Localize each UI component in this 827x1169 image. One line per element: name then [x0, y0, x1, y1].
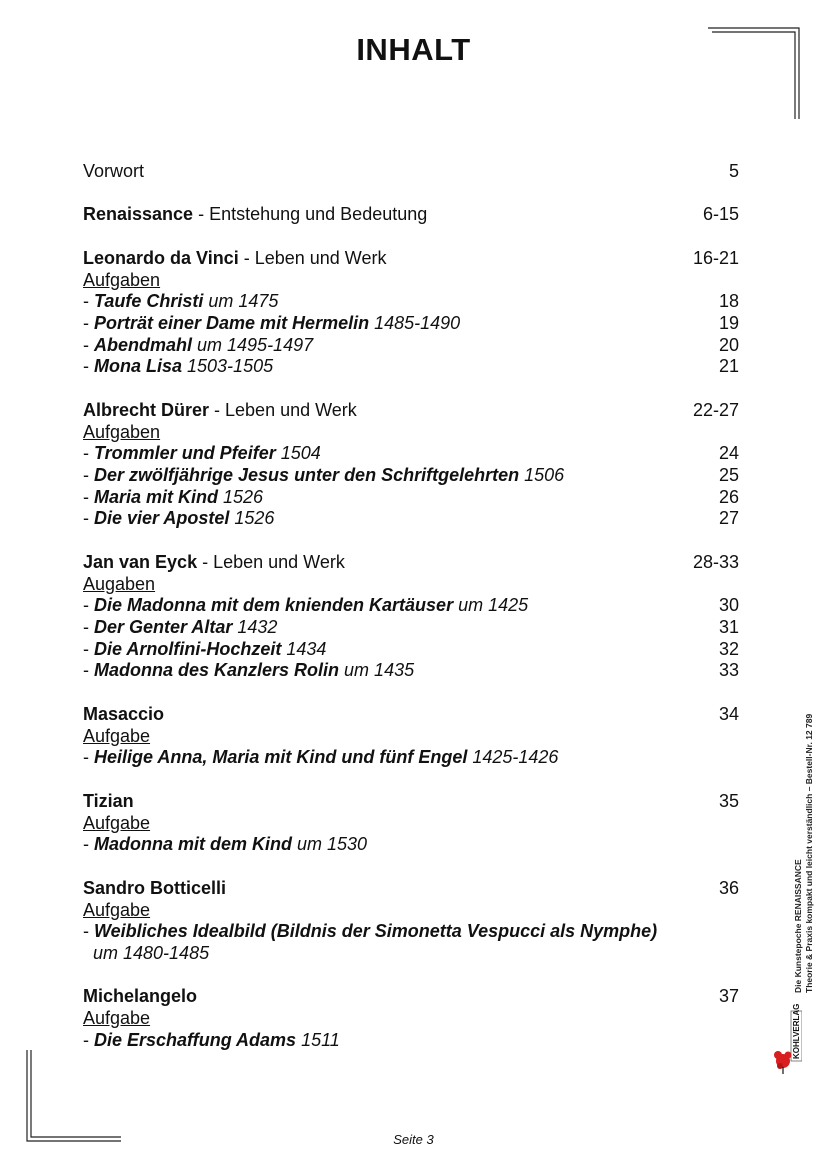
toc-entry: [83, 334, 739, 356]
toc-entry-part: Madonna des Kanzlers Rolin: [94, 660, 340, 680]
toc-entry-title: [83, 442, 321, 464]
toc-entry-page: 30: [718, 595, 739, 615]
toc-entry: [83, 638, 739, 660]
toc-entry-page: 26: [718, 487, 739, 507]
toc-entry-part: -: [83, 465, 94, 485]
toc-entry-page: 31: [718, 617, 739, 637]
toc-entry-part: 1425-1426: [467, 747, 559, 767]
toc-entry-part: um 1425: [453, 595, 529, 615]
toc-entry-part: 1511: [296, 1030, 340, 1050]
page-number-footer: Seite 3: [393, 1132, 434, 1147]
toc-entry-title: [83, 703, 164, 725]
toc-entry: [83, 312, 739, 334]
toc-entry-part: Weibliches Idealbild (Bildnis der Simonetta Vespucci als Nymphe): [94, 921, 658, 941]
toc-entry-page: 28-33: [692, 552, 739, 572]
toc-entry: [83, 399, 739, 421]
toc-entry-part: 1432: [232, 617, 278, 637]
toc-entry-title: [83, 659, 414, 681]
toc-entry-part: Maria mit Kind: [94, 487, 219, 507]
toc-entry-part: Die Madonna mit dem knienden Kartäuser: [94, 595, 454, 615]
toc-entry: [83, 812, 739, 834]
toc-entry-title: [83, 833, 367, 855]
toc-entry: [83, 594, 739, 616]
toc-entry-part: um 1435: [339, 660, 415, 680]
toc-entry: [83, 160, 739, 182]
toc-entry-part: Michelangelo: [83, 986, 198, 1006]
toc-entry: [83, 1007, 739, 1029]
toc-entry-page: 20: [718, 335, 739, 355]
toc-entry: [83, 942, 739, 964]
toc-entry-part: Mona Lisa: [94, 356, 183, 376]
toc-entry: [83, 899, 739, 921]
toc-entry: [83, 877, 739, 899]
toc-entry-part: Taufe Christi: [94, 291, 204, 311]
toc-entry-part: -: [83, 356, 94, 376]
toc-entry-title: [83, 920, 657, 942]
toc-entry-part: -: [83, 921, 94, 941]
toc-entry-page: 18: [718, 291, 739, 311]
toc-entry-part: Die vier Apostel: [94, 508, 230, 528]
toc-entry-part: Augaben: [83, 574, 156, 594]
side-line-series: Die Kunstepoche RENAISSANCE: [793, 859, 803, 993]
publisher-logo: [770, 1003, 802, 1075]
toc-entry-title: [83, 638, 326, 660]
toc-entry-part: Aufgabe: [83, 726, 151, 746]
toc-entry-title: [83, 486, 263, 508]
toc-entry: [83, 464, 739, 486]
toc-entry-part: - Entstehung und Bedeutung: [193, 204, 428, 224]
toc-entry-part: Vorwort: [83, 161, 145, 181]
toc-entry: [83, 290, 739, 312]
toc-entry-part: Albrecht Dürer: [83, 400, 210, 420]
toc-entry: [83, 486, 739, 508]
toc-entry: [83, 507, 739, 529]
toc-entry-part: um 1495-1497: [192, 335, 314, 355]
toc-entry-part: um 1530: [292, 834, 368, 854]
toc-entry: [83, 573, 739, 595]
logo-lettering: KOHLVERLAG: [792, 1003, 801, 1059]
toc-entry-part: Der zwölfjährige Jesus unter den Schriftgelehrten: [94, 465, 520, 485]
toc-entry-title: [83, 877, 226, 899]
toc-entry-page: 34: [718, 704, 739, 724]
toc-entry-page: 37: [718, 986, 739, 1006]
toc-entry-part: um 1480-1485: [83, 943, 210, 963]
toc-entry-part: Der Genter Altar: [94, 617, 233, 637]
toc-entry: [83, 551, 739, 573]
toc-entry-title: [83, 312, 460, 334]
toc-entry-title: [83, 985, 197, 1007]
toc-entry-page: 36: [718, 878, 739, 898]
toc-entry: [83, 659, 739, 681]
toc-entry-part: Renaissance: [83, 204, 194, 224]
toc-entry-part: Madonna mit dem Kind: [94, 834, 292, 854]
toc-entry: [83, 703, 739, 725]
toc-entry-page: 27: [718, 508, 739, 528]
toc-entry-page: 32: [718, 639, 739, 659]
toc-entry-part: -: [83, 617, 94, 637]
toc-entry-title: [83, 421, 160, 443]
toc-entry-part: -: [83, 1030, 94, 1050]
side-line-order-number: Theorie & Praxis kompakt und leicht verständlich – Bestell-Nr. 12 789: [804, 713, 814, 993]
publisher-side-text: [793, 714, 815, 993]
toc-entry-part: Aufgabe: [83, 900, 151, 920]
toc-entry-title: [83, 1007, 150, 1029]
toc-entry-title: [83, 507, 274, 529]
toc-entry: [83, 985, 739, 1007]
toc-entry-page: 19: [718, 313, 739, 333]
toc-entry: [83, 746, 739, 768]
toc-entry-part: -: [83, 443, 94, 463]
toc-entry-part: Porträt einer Dame mit Hermelin: [94, 313, 370, 333]
toc-entry: [83, 790, 739, 812]
toc-entry: [83, 247, 739, 269]
toc-entry-part: Aufgaben: [83, 270, 161, 290]
toc-entry-part: - Leben und Werk: [209, 400, 357, 420]
toc-entry-part: 1434: [281, 639, 327, 659]
page-title: INHALT: [356, 32, 471, 67]
toc-entry-title: [83, 464, 564, 486]
toc-entry-page: 16-21: [692, 248, 739, 268]
toc-entry-title: [83, 355, 273, 377]
toc-entry-part: -: [83, 313, 94, 333]
toc-entry-title: [83, 616, 277, 638]
toc-entry-title: [83, 942, 209, 964]
toc-entry-part: Jan van Eyck: [83, 552, 198, 572]
toc-entry-page: 22-27: [692, 400, 739, 420]
toc-entry-page: 21: [718, 356, 739, 376]
toc-entry-part: Aufgaben: [83, 422, 161, 442]
toc-entry-title: [83, 573, 155, 595]
toc-entry-part: -: [83, 508, 94, 528]
toc-entry-title: [83, 334, 313, 356]
toc-entry-part: 1526: [218, 487, 264, 507]
toc-entry: [83, 203, 739, 225]
toc-entry-title: [83, 399, 357, 421]
toc-entry-title: [83, 899, 150, 921]
toc-entry: [83, 920, 739, 942]
toc-entry-part: 1485-1490: [369, 313, 461, 333]
toc-entry-part: Die Erschaffung Adams: [94, 1030, 297, 1050]
toc-entry-page: 25: [718, 465, 739, 485]
toc-entry: [83, 1029, 739, 1051]
toc-entry-part: Aufgabe: [83, 1008, 151, 1028]
toc-entry-title: [83, 790, 134, 812]
toc-entry-part: Trommler und Pfeifer: [94, 443, 276, 463]
toc-entry-part: Masaccio: [83, 704, 165, 724]
toc-entry-part: Sandro Botticelli: [83, 878, 227, 898]
toc-entry-part: - Leben und Werk: [197, 552, 345, 572]
toc-entry-part: Leonardo da Vinci: [83, 248, 239, 268]
toc-entry-title: [83, 725, 150, 747]
toc-entry-part: -: [83, 834, 94, 854]
toc-entry: [83, 442, 739, 464]
toc-entry-part: -: [83, 487, 94, 507]
toc-entry-part: -: [83, 747, 94, 767]
toc-entry-title: [83, 290, 278, 312]
corner-frame-top-right: [708, 27, 800, 119]
toc-entry-part: -: [83, 660, 94, 680]
toc-entry-part: 1503-1505: [182, 356, 274, 376]
toc-entry: [83, 616, 739, 638]
toc-entry-title: [83, 203, 427, 225]
toc-entry-part: Die Arnolfini-Hochzeit: [94, 639, 282, 659]
toc-entry-part: - Leben und Werk: [238, 248, 387, 268]
toc-entry-title: [83, 812, 150, 834]
toc-entry-title: [83, 746, 558, 768]
toc-entry-part: -: [83, 639, 94, 659]
toc-entry-page: 6-15: [702, 204, 739, 224]
toc-entry-part: Tizian: [83, 791, 134, 811]
toc-entry-part: -: [83, 595, 94, 615]
toc-entry-page: 5: [728, 161, 739, 181]
toc-entry: [83, 269, 739, 291]
toc-entry-page: 24: [718, 443, 739, 463]
toc-entry: [83, 421, 739, 443]
toc-entry-title: [83, 1029, 340, 1051]
toc-entry-title: [83, 247, 386, 269]
toc-entry-part: -: [83, 291, 94, 311]
toc-entry-part: Aufgabe: [83, 813, 151, 833]
toc-entry-page: 33: [718, 660, 739, 680]
corner-frame-bottom-left: [26, 1050, 121, 1142]
toc-entry-title: [83, 551, 345, 573]
toc-entry: [83, 725, 739, 747]
toc-entry-part: 1504: [275, 443, 321, 463]
toc-entry-part: um 1475: [203, 291, 279, 311]
toc-entry-title: [83, 594, 528, 616]
toc-entry-part: 1526: [229, 508, 275, 528]
toc-entry: [83, 833, 739, 855]
toc-entry-part: Heilige Anna, Maria mit Kind und fünf Engel: [94, 747, 468, 767]
toc-entry-part: -: [83, 335, 94, 355]
toc-entry-part: Abendmahl: [94, 335, 193, 355]
toc-entry-page: 35: [718, 791, 739, 811]
toc-entry-title: [83, 160, 144, 182]
toc-entry-part: 1506: [519, 465, 565, 485]
toc-entry: [83, 355, 739, 377]
toc-entry-title: [83, 269, 160, 291]
